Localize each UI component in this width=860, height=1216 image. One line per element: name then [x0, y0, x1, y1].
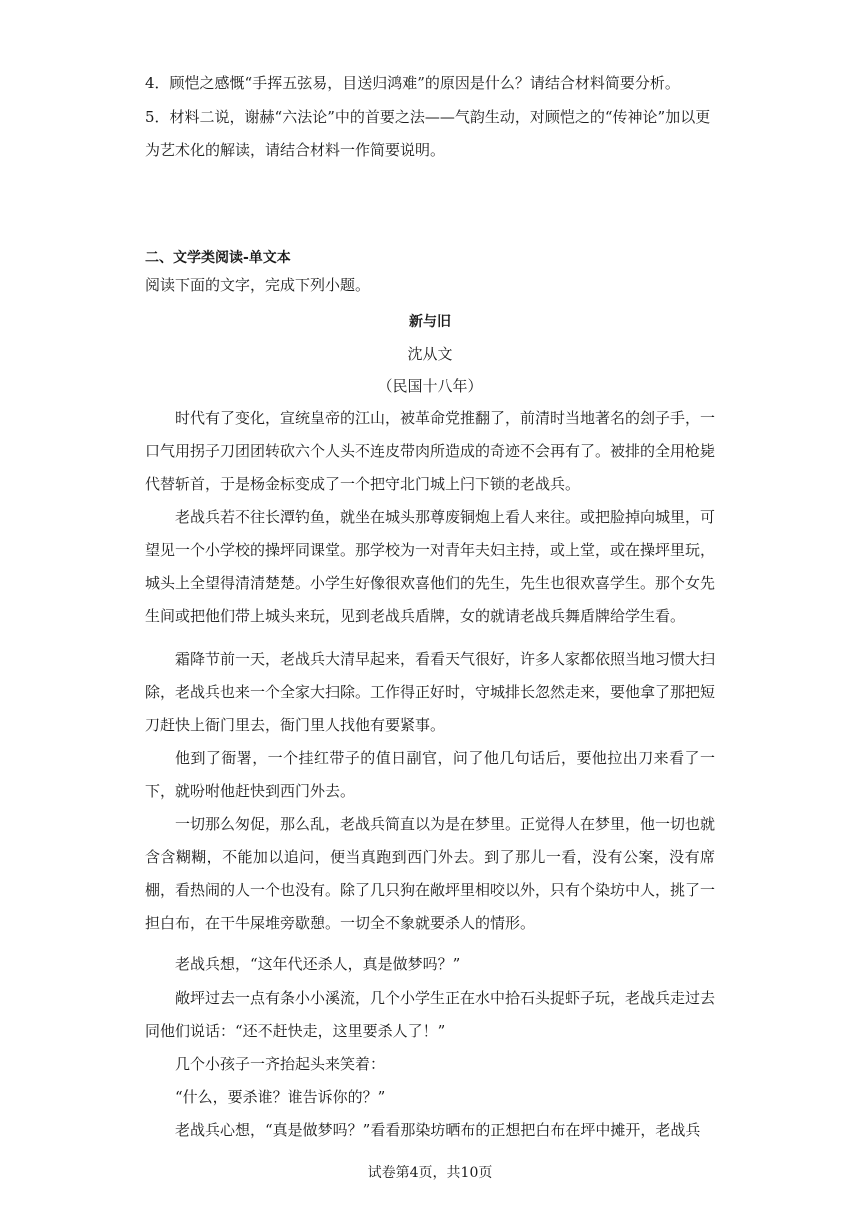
article-paragraph: 敞坪过去一点有条小小溪流，几个小学生正在水中拾石头捉虾子玩，老战兵走过去同他们说话：“还不赶快走，这里要杀人了！”	[145, 989, 716, 1040]
article-paragraph: 老战兵若不往长潭钓鱼，就坐在城头那尊废铜炮上看人来往。或把脸掉向城里，可望见一个小学校的操坪同课堂。那学校为一对青年夫妇主持，或上堂，或在操坪里玩，城头上全望得清清楚楚。小学生好像很欢喜他们的先生，先生也很欢喜学生。那个女先生间或把他们带上城头来玩，见到老战兵盾牌，女的就请老战兵舞盾牌给学生看。	[145, 508, 716, 625]
article-date: （民国十八年）	[377, 377, 483, 395]
article-paragraph: 他到了衙署，一个挂红带子的值日副官，问了他几句话后，要他拉出刀来看了一下，就吩咐他赶快到西门外去。	[145, 749, 715, 800]
section-instruction: 阅读下面的文字，完成下列小题。	[145, 276, 371, 294]
section-title: 二、文学类阅读-单文本	[145, 250, 291, 266]
article-paragraph: 老战兵想，“这年代还杀人，真是做梦吗？”	[175, 955, 461, 973]
article-paragraph: 霜降节前一天，老战兵大清早起来，看看天气很好，许多人家都依照当地习惯大扫除，老战兵也来一个全家大扫除。工作得正好时，守城排长忽然走来，要他拿了那把短刀赶快上衙门里去，衙门里人找他有要紧事。	[145, 650, 716, 734]
article-title: 新与旧	[409, 314, 451, 330]
article-paragraph: 时代有了变化，宣统皇帝的江山，被革命党推翻了，前清时当地著名的刽子手，一口气用拐子刀团团转砍六个人头不连皮带肉所造成的奇迹不会再有了。被排的全用枪毙代替斩首，于是杨金标变成了一个把守北门城上闩下锁的老战兵。	[145, 409, 716, 493]
article-author: 沈从文	[407, 345, 453, 363]
article-paragraph: 一切那么匆促，那么乱，老战兵简直以为是在梦里。正觉得人在梦里，他一切也就含含糊糊，不能加以追问，便当真跑到西门外去。到了那儿一看，没有公案，没有席棚，看热闹的人一个也没有。除了几只狗在敞坪里相咬以外，只有个染坊中人，挑了一担白布，在干牛屎堆旁歇憩。一切全不象就要杀人的情形。	[145, 815, 716, 932]
page-footer: 试卷第4页，共10页	[367, 1165, 493, 1181]
article-paragraph: “什么，要杀谁？谁告诉你的？”	[175, 1088, 386, 1106]
question-4: 4．顾恺之感慨“手挥五弦易，目送归鸿难”的原因是什么？请结合材料简要分析。	[145, 74, 680, 92]
article-paragraph: 几个小孩子一齐抬起头来笑着：	[175, 1055, 386, 1073]
question-5: 5．材料二说，谢赫“六法论”中的首要之法——气韵生动，对顾恺之的“传神论”加以更为艺术化的解读，请结合材料一作简要说明。	[145, 108, 711, 159]
article-paragraph: 老战兵心想，“真是做梦吗？”看看那染坊晒布的正想把白布在坪中摊开，老战兵	[175, 1121, 701, 1139]
